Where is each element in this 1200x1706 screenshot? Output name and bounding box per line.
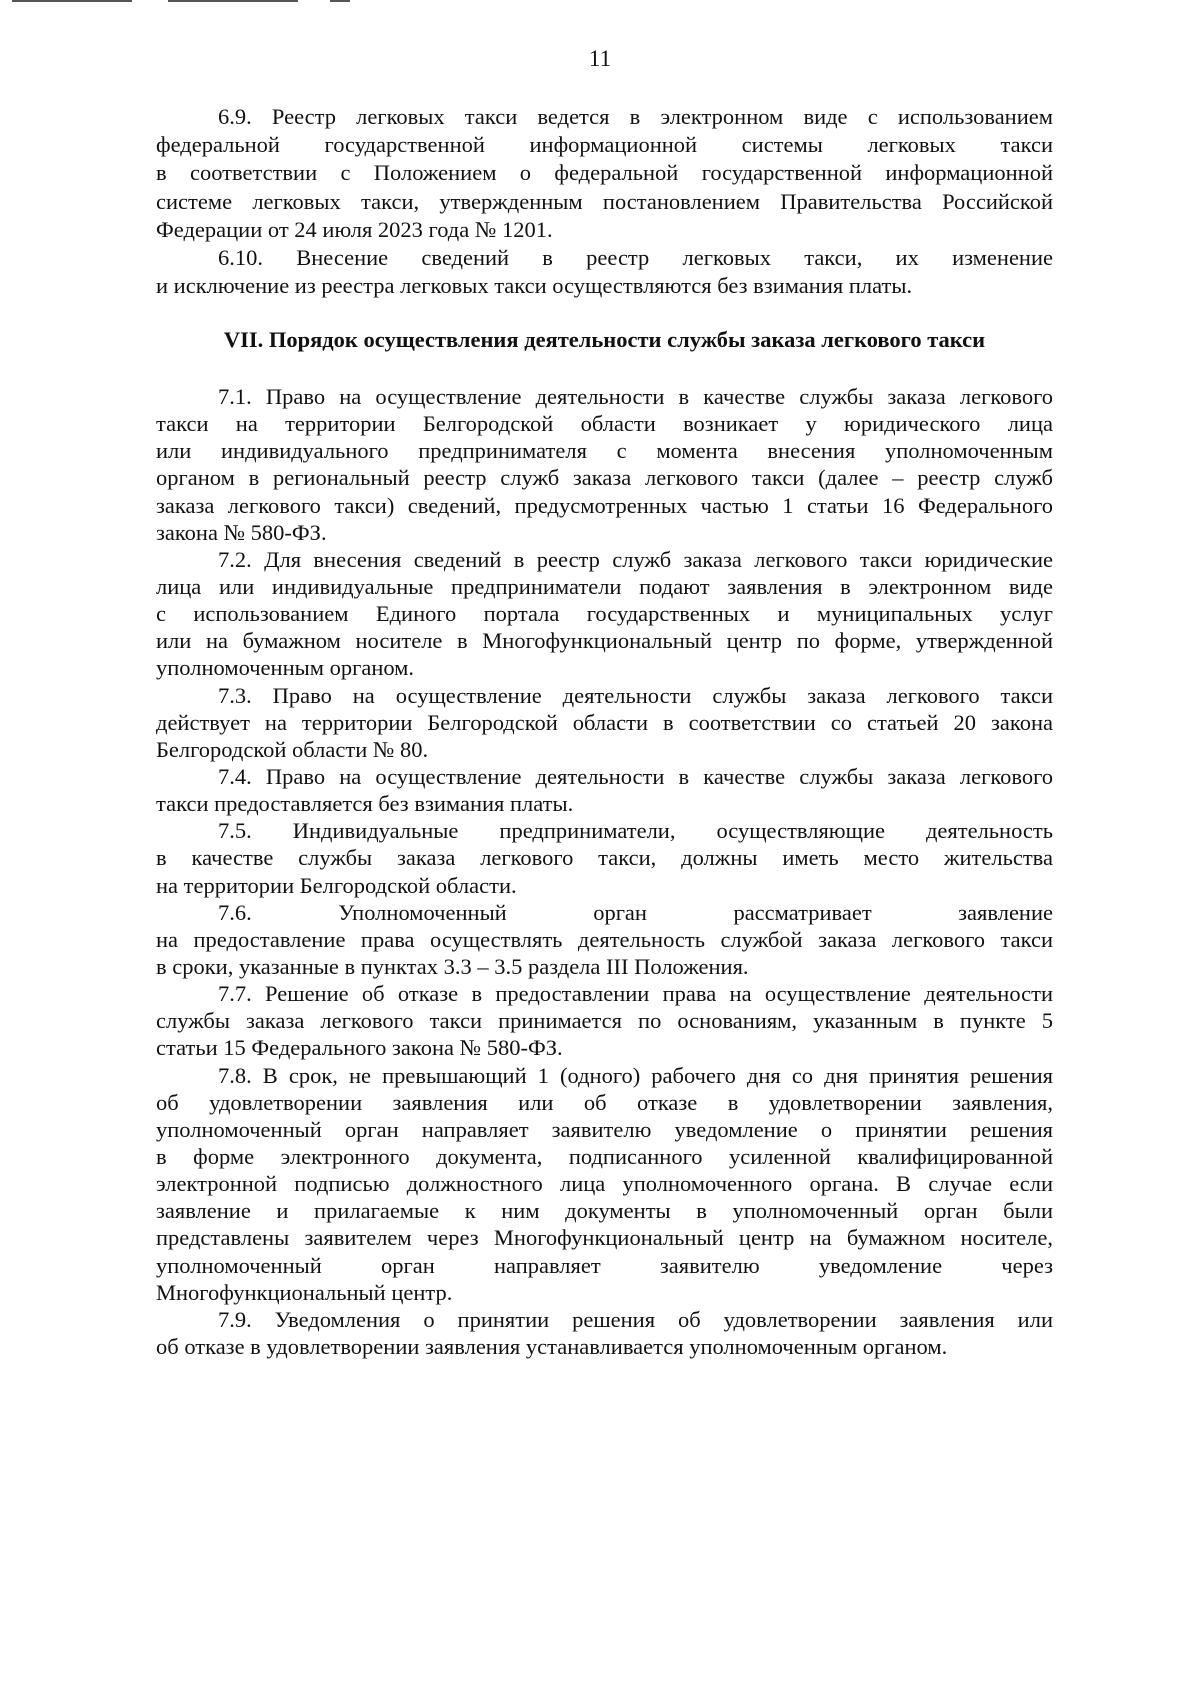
paragraph <box>156 980 1053 1061</box>
text-line: 7.6. Уполномоченный орган рассматривает заявление <box>218 899 1053 925</box>
section-6-text <box>156 103 1053 300</box>
text-line: такси предоставляется без взимания платы. <box>156 791 574 817</box>
text-line: 7.1. Право на осуществление деятельности в качестве службы заказа легкового <box>218 384 1053 409</box>
text-line: 7.9. Уведомления о принятии решения об удовлетворении заявления или <box>218 1306 1053 1332</box>
text-line: или на бумажном носителе в Многофункциональный центр по форме, утвержденной <box>156 628 1053 654</box>
page-number: 11 <box>588 46 612 71</box>
text-line: в качестве службы заказа легкового такси, должны иметь место жительства <box>156 845 1053 871</box>
text-line: системе легковых такси, утвержденным постановлением Правительства Российской <box>156 188 1053 214</box>
text-line: представлены заявителем через Многофункциональный центр на бумажном носителе, <box>156 1225 1053 1251</box>
scan-artifact-line <box>168 0 298 2</box>
text-line: в соответствии с Положением о федеральной государственной информационной <box>156 160 1053 186</box>
text-line: об удовлетворении заявления или об отказе в удовлетворении заявления, <box>156 1089 1053 1115</box>
text-line: с использованием Единого портала государственных и муниципальных услуг <box>156 601 1053 627</box>
text-line: органом в региональный реестр служб заказа легкового такси (далее – реестр служб <box>156 465 1053 491</box>
text-line: на территории Белгородской области. <box>156 872 517 898</box>
scan-artifact-line <box>330 0 350 2</box>
text-line: Многофункциональный центр. <box>156 1279 453 1305</box>
text-line: и исключение из реестра легковых такси осуществляются без взимания платы. <box>156 273 913 299</box>
paragraph <box>156 1306 1053 1360</box>
text-line: закона № 580-ФЗ. <box>156 519 327 545</box>
text-line: электронной подписью должностного лица уполномоченного органа. В случае если <box>156 1171 1053 1197</box>
paragraph <box>156 103 1053 244</box>
text-line: в сроки, указанные в пунктах 3.3 – 3.5 раздела III Положения. <box>156 953 749 979</box>
paragraph <box>156 1062 1053 1306</box>
text-line: 7.3. Право на осуществление деятельности службы заказа легкового такси <box>218 682 1053 708</box>
text-line: 6.9. Реестр легковых такси ведется в электронном виде с использованием <box>218 104 1053 129</box>
text-line: уполномоченным органом. <box>156 655 415 681</box>
text-line: службы заказа легкового такси принимается по основаниям, указанным в пункте 5 <box>156 1008 1053 1034</box>
text-line: уполномоченный орган направляет заявителю уведомление о принятии решения <box>156 1116 1053 1142</box>
text-line: 7.5. Индивидуальные предприниматели, осуществляющие деятельность <box>218 818 1053 844</box>
text-line: или индивидуального предпринимателя с момента внесения уполномоченным <box>156 438 1053 464</box>
paragraph <box>156 546 1053 682</box>
text-line: заявление и прилагаемые к ним документы в уполномоченный орган были <box>156 1198 1053 1224</box>
section-heading: VII. Порядок осуществления деятельности службы заказа легкового такси <box>223 327 986 352</box>
text-line: статьи 15 Федерального закона № 580-ФЗ. <box>156 1035 563 1061</box>
text-line: такси на территории Белгородской области возникает у юридического лица <box>156 411 1053 437</box>
paragraph <box>156 383 1053 546</box>
section-7-text <box>156 383 1053 1360</box>
text-line: федеральной государственной информационной системы легковых такси <box>156 132 1053 158</box>
paragraph <box>156 817 1053 898</box>
text-line: об отказе в удовлетворении заявления устанавливается уполномоченным органом. <box>156 1333 948 1359</box>
paragraph <box>156 899 1053 980</box>
text-line: Белгородской области № 80. <box>156 736 429 762</box>
text-line: уполномоченный орган направляет заявителю уведомление через <box>156 1252 1053 1278</box>
paragraph <box>156 244 1053 300</box>
text-line: 7.8. В срок, не превышающий 1 (одного) рабочего дня со дня принятия решения <box>218 1062 1053 1088</box>
text-line: 7.7. Решение об отказе в предоставлении права на осуществление деятельности <box>218 981 1053 1007</box>
text-line: действует на территории Белгородской области в соответствии со статьей 20 закона <box>156 709 1053 735</box>
text-line: 7.4. Право на осуществление деятельности в качестве службы заказа легкового <box>218 763 1053 789</box>
text-line: заказа легкового такси) сведений, предусмотренных частью 1 статьи 16 Федерального <box>156 492 1053 518</box>
text-line: 7.2. Для внесения сведений в реестр служб заказа легкового такси юридические <box>218 546 1053 572</box>
text-line: лица или индивидуальные предприниматели подают заявления в электронном виде <box>156 573 1053 599</box>
text-line: Федерации от 24 июля 2023 года № 1201. <box>156 216 553 242</box>
text-line: 6.10. Внесение сведений в реестр легковых такси, их изменение <box>218 244 1053 270</box>
paragraph <box>156 763 1053 817</box>
text-line: на предоставление права осуществлять деятельность службой заказа легкового такси <box>156 926 1053 952</box>
paragraph <box>156 682 1053 763</box>
text-line: в форме электронного документа, подписанного усиленной квалифицированной <box>156 1143 1053 1169</box>
scan-artifact-line <box>12 0 132 2</box>
